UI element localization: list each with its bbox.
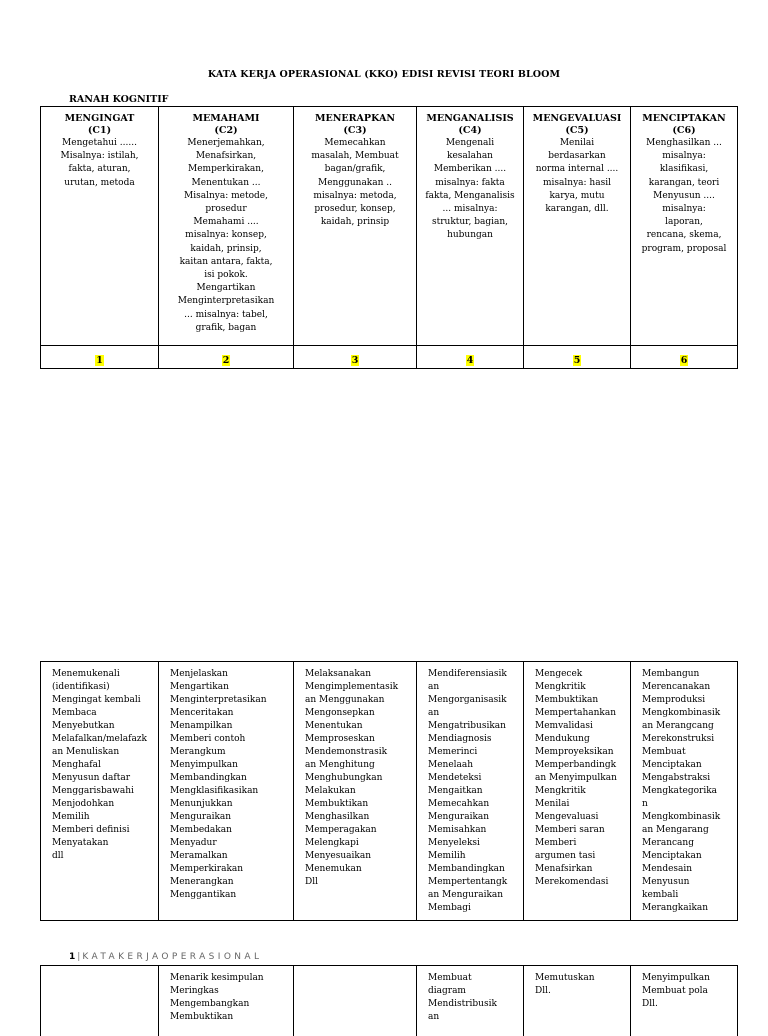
level-code: (C3) (294, 125, 416, 137)
level-name: MENGANALISIS (417, 113, 523, 125)
highlighted-level-number: 2 (222, 355, 231, 366)
verb-list: Mengecek Mengkritik Membuktikan Mempertahankan Memvalidasi Mendukung Memproyeksikan Memperbandingk an Menyimpulkan Mengkritik Menilai Mengevaluasi Memberi saran Memberi argumen tasi Menafsirkan Merekomendasi (524, 662, 630, 889)
level-cell-c3 (294, 107, 417, 346)
verb-list (41, 966, 158, 972)
verb-list-table (40, 661, 738, 921)
level-number-cell (524, 346, 631, 369)
highlighted-level-number: 4 (466, 355, 475, 366)
document-title: KATA KERJA OPERASIONAL (KKO) EDISI REVISI TEORI BLOOM (0, 69, 768, 80)
level-description: Menghasilkan ... misalnya: klasifikasi, karangan, teori Menyusun .... misalnya: laporan, rencana, skema, program, proposal (631, 137, 737, 256)
level-cell-c6 (631, 107, 738, 346)
level-number-row (41, 346, 738, 369)
level-name: MENERAPKAN (294, 113, 416, 125)
level-number-cell (159, 346, 294, 369)
level-cell-c1 (41, 107, 159, 346)
verb-cell-c6 (631, 966, 738, 1036)
level-description: Menilai berdasarkan norma internal .... misalnya: hasil karya, mutu karangan, dll. (524, 137, 630, 216)
verb-cell-c5 (524, 966, 631, 1036)
verb-list: Membangun Merencanakan Memproduksi Mengkombinasik an Merangcang Merekonstruksi Membuat Menciptakan Mengabstraksi Mengkategorika n Mengkombinasik an Mengarang Merancang Menciptakan Mendesain Menyusun kembali Merangkaikan (631, 662, 737, 915)
level-name: MENGEVALUASI (524, 113, 630, 125)
verb-cell-c1 (41, 662, 159, 921)
page-number: 1 (69, 952, 75, 962)
kko-level-table (40, 106, 738, 369)
verb-cell-c4 (417, 966, 524, 1036)
level-code: (C2) (159, 125, 293, 137)
level-code: (C5) (524, 125, 630, 137)
verb-cell-c3 (294, 662, 417, 921)
verb-list-table-continued (40, 965, 738, 1036)
level-name: MENCIPTAKAN (631, 113, 737, 125)
footer-text: KATAKERJAOPERASIONAL (82, 952, 262, 962)
page-footer (69, 952, 262, 962)
level-description: Mengetahui ...... Misalnya: istilah, fakta, aturan, urutan, metoda (41, 137, 158, 190)
section-label: RANAH KOGNITIF (69, 94, 168, 105)
level-number-cell (631, 346, 738, 369)
verb-list: Mendiferensiasik an Mengorganisasik an Mengatribusikan Mendiagnosis Memerinci Menelaah Mendeteksi Mengaitkan Memecahkan Menguraikan Memisahkan Menyeleksi Memilih Membandingkan Mempertentangk an Menguraikan Membagi (417, 662, 523, 915)
verb-list: Menyimpulkan Membuat pola Dll. (631, 966, 737, 1011)
verb-list: Menjelaskan Mengartikan Menginterpretasikan Menceritakan Menampilkan Memberi contoh Merangkum Menyimpulkan Membandingkan Mengklasifikasikan Menunjukkan Menguraikan Membedakan Menyadur Meramalkan Memperkirakan Menerangkan Menggantikan (159, 662, 293, 902)
level-cell-c4 (417, 107, 524, 346)
level-number-cell (41, 346, 159, 369)
verb-row (41, 966, 738, 1036)
highlighted-level-number: 5 (573, 355, 582, 366)
level-name: MEMAHAMI (159, 113, 293, 125)
verb-cell-c4 (417, 662, 524, 921)
verb-cell-c6 (631, 662, 738, 921)
level-code: (C1) (41, 125, 158, 137)
level-header-row (41, 107, 738, 346)
verb-list: Melaksanakan Mengimplementasik an Menggunakan Mengonsepkan Menentukan Memproseskan Mendemonstrasik an Menghitung Menghubungkan Melakukan Membuktikan Menghasilkan Memperagakan Melengkapi Menyesuaikan Menemukan Dll (294, 662, 416, 889)
highlighted-level-number: 6 (680, 355, 689, 366)
verb-list (294, 966, 416, 972)
verb-cell-c5 (524, 662, 631, 921)
level-name: MENGINGAT (41, 113, 158, 125)
level-description: Mengenali kesalahan Memberikan .... misalnya: fakta fakta, Menganalisis ... misalnya: struktur, bagian, hubungan (417, 137, 523, 243)
verb-cell-c2 (159, 662, 294, 921)
level-number-cell (417, 346, 524, 369)
level-code: (C4) (417, 125, 523, 137)
verb-list: Menarik kesimpulan Meringkas Mengembangkan Membuktikan (159, 966, 293, 1024)
level-cell-c5 (524, 107, 631, 346)
footer-separator: | (77, 952, 80, 962)
highlighted-level-number: 1 (95, 355, 104, 366)
level-code: (C6) (631, 125, 737, 137)
verb-list: Menemukenali (identifikasi) Mengingat kembali Membaca Menyebutkan Melafalkan/melafazk an Menuliskan Menghafal Menyusun daftar Menggarisbawahi Menjodohkan Memilih Memberi definisi Menyatakan dll (41, 662, 158, 863)
verb-list: Membuat diagram Mendistribusik an (417, 966, 523, 1024)
highlighted-level-number: 3 (351, 355, 360, 366)
level-cell-c2 (159, 107, 294, 346)
verb-cell-c1 (41, 966, 159, 1036)
verb-row (41, 662, 738, 921)
verb-cell-c2 (159, 966, 294, 1036)
verb-cell-c3 (294, 966, 417, 1036)
verb-list: Memutuskan Dll. (524, 966, 630, 998)
level-description: Memecahkan masalah, Membuat bagan/grafik, Menggunakan .. misalnya: metoda, prosedur, konsep, kaidah, prinsip (294, 137, 416, 229)
level-number-cell (294, 346, 417, 369)
level-description: Menerjemahkan, Menafsirkan, Memperkirakan, Menentukan ... Misalnya: metode, prosedur Memahami .... misalnya: konsep, kaidah, prinsip, kaitan antara, fakta, isi pokok. Mengartikan Menginterpretasikan ... misalnya: tabel, grafik, bagan (159, 137, 293, 335)
